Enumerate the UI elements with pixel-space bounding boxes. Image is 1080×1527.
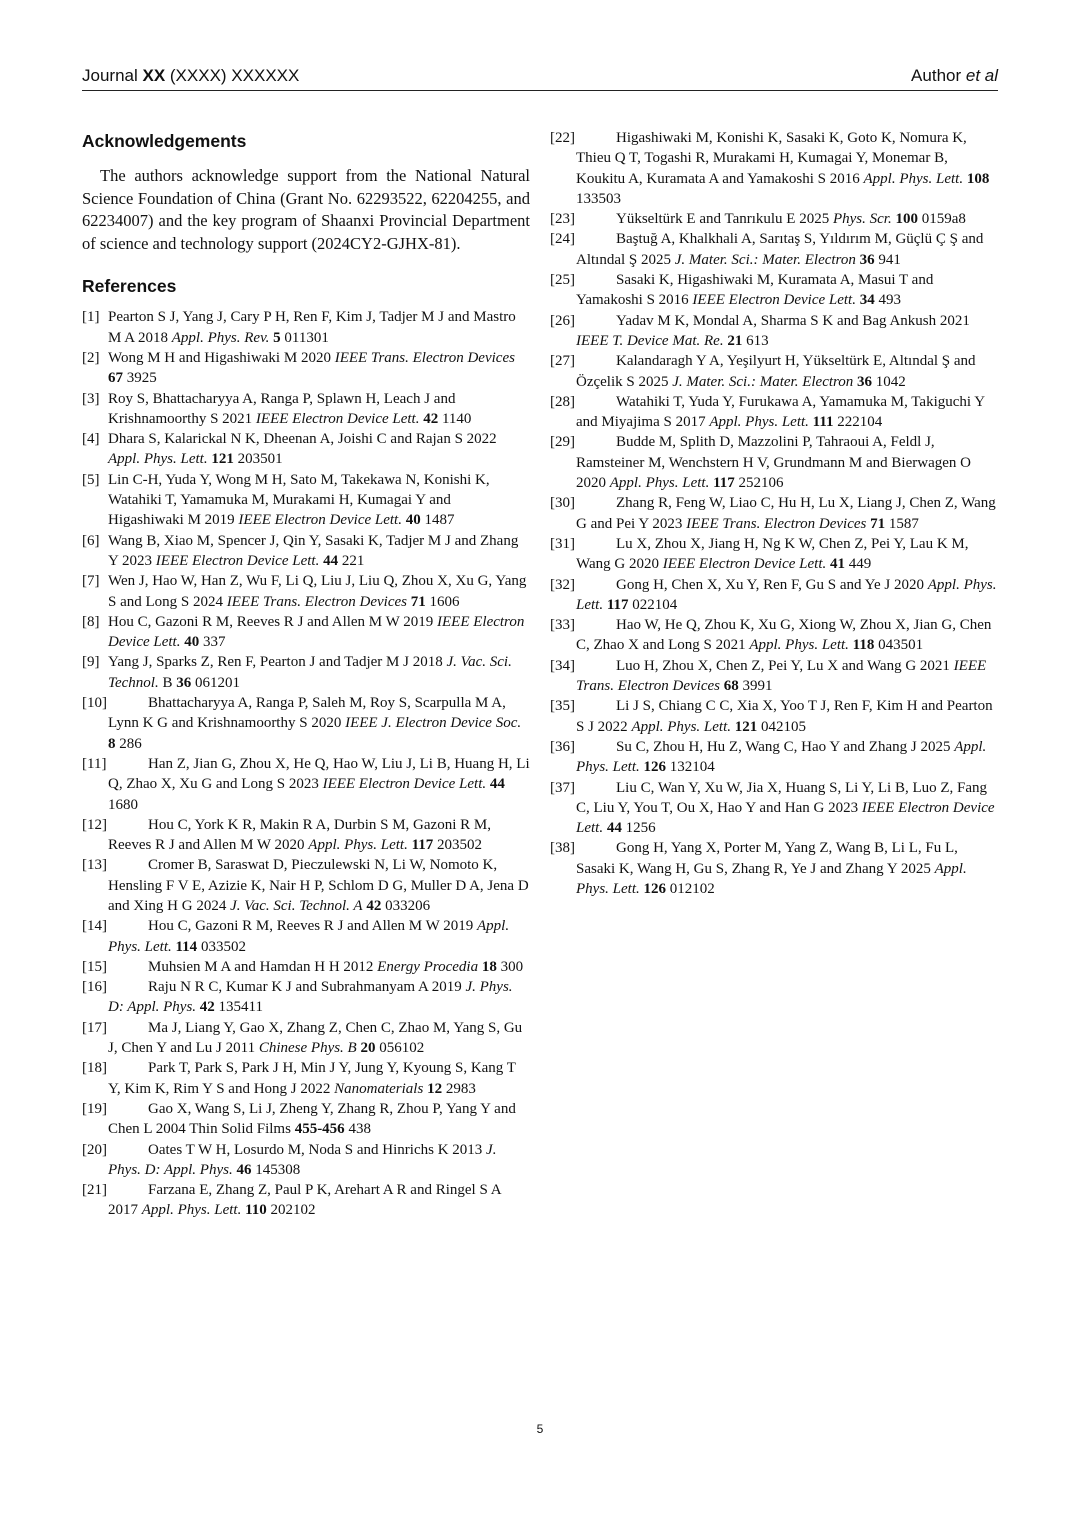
- reference-authors: Oates T W H, Losurdo M, Noda S and Hinrichs K 2013: [148, 1141, 487, 1158]
- left-column: [82, 128, 530, 1221]
- reference-volume: 34: [859, 292, 875, 309]
- reference-item: [82, 916, 530, 957]
- reference-journal: Phys. Scr.: [832, 211, 892, 228]
- reference-authors: Higashiwaki M, Konishi K, Sasaki K, Goto K, Nomura K, Thieu Q T, Togashi R, Murakami H, Kumagai Y, Monemar B, Koukitu A, Kuramata A and Yamakoshi S 2016: [576, 130, 967, 187]
- reference-journal: Appl. Phys. Lett.: [609, 475, 710, 492]
- reference-journal: J. Vac. Sci. Technol.: [108, 654, 512, 691]
- reference-item: [82, 754, 530, 815]
- reference-volume: 44: [489, 776, 505, 793]
- reference-item: [550, 575, 998, 616]
- reference-number: [2]: [82, 349, 100, 366]
- reference-journal: J. Mater. Sci.: Mater. Electron: [674, 251, 856, 268]
- reference-authors: Farzana E, Zhang Z, Paul P K, Arehart A R and Ringel S A 2017: [108, 1182, 501, 1219]
- reference-journal: Appl. Phys. Lett.: [631, 718, 732, 735]
- reference-number: [4]: [82, 431, 100, 448]
- reference-item: [550, 838, 998, 899]
- reference-item: [82, 855, 530, 916]
- reference-number: [29]: [550, 434, 575, 451]
- reference-item: [550, 493, 998, 534]
- reference-pages: 042105: [761, 718, 807, 735]
- reference-item: [550, 534, 998, 575]
- reference-volume: 111: [812, 414, 834, 431]
- reference-number: [24]: [550, 231, 575, 248]
- reference-number: [34]: [550, 657, 575, 674]
- reference-authors: Su C, Zhou H, Hu Z, Wang C, Hao Y and Zhang J 2025: [616, 738, 955, 755]
- reference-journal: J. Phys. D: Appl. Phys.: [108, 1141, 497, 1178]
- reference-journal: IEEE Electron Device Lett.: [108, 613, 525, 651]
- reference-pages: 043501: [878, 637, 924, 654]
- reference-number: [14]: [82, 918, 107, 935]
- reference-journal: IEEE Trans. Electron Devices: [226, 593, 407, 610]
- reference-pages: 222104: [837, 414, 883, 431]
- reference-volume: 121: [734, 718, 758, 735]
- reference-item: [82, 307, 530, 348]
- reference-journal: IEEE Trans. Electron Devices: [334, 349, 515, 366]
- reference-authors: Wang B, Xiao M, Spencer J, Qin Y, Sasaki K, Tadjer M J and Zhang Y 2023: [108, 532, 519, 569]
- reference-pages: 061201: [194, 674, 240, 691]
- reference-pages: 133503: [576, 190, 621, 207]
- reference-authors: Bhattacharyya A, Ranga P, Saleh M, Roy S, Scarpulla M A, Lynn K G and Krishnamoorthy S 2020: [108, 695, 506, 732]
- reference-volume: 36: [859, 251, 875, 268]
- reference-item: [82, 1140, 530, 1181]
- reference-authors: Hou C, York K R, Makin R A, Durbin S M, Gazoni R M, Reeves R J and Allen M W 2020: [108, 816, 491, 854]
- reference-number: [26]: [550, 312, 575, 329]
- reference-journal: IEEE Electron Device Lett.: [692, 292, 856, 309]
- reference-number: [11]: [82, 755, 107, 772]
- reference-pages: 132104: [669, 759, 715, 776]
- reference-volume: 36: [857, 373, 873, 390]
- reference-authors: Ma J, Liang Y, Gao X, Zhang Z, Chen C, Zhao M, Yang S, Gu J, Chen Y and Lu J 2011: [108, 1019, 523, 1057]
- reference-pages: 1606: [429, 593, 460, 610]
- reference-pages: 613: [746, 332, 769, 349]
- reference-authors: Sasaki K, Higashiwaki M, Kuramata A, Masui T and Yamakoshi S 2016: [576, 272, 934, 309]
- reference-number: [35]: [550, 698, 575, 715]
- reference-volume: 21: [727, 332, 743, 349]
- reference-journal: Chinese Phys. B: [258, 1040, 357, 1057]
- reference-authors: Cromer B, Saraswat D, Pieczulewski N, Li W, Nomoto K, Hensling F V E, Azizie K, Nair H P, Schlom D G, Muller D A, Jena D and Xing H G 2024: [108, 857, 529, 914]
- reference-journal: Appl. Phys. Lett.: [108, 451, 208, 468]
- reference-pages: 203501: [237, 451, 283, 468]
- right-column: [550, 128, 998, 899]
- reference-pages: 022104: [632, 596, 678, 613]
- reference-item: [82, 1058, 530, 1099]
- reference-volume: 20: [360, 1040, 376, 1057]
- reference-authors: Luo H, Zhou X, Chen Z, Pei Y, Lu X and Wang G 2021: [616, 657, 954, 674]
- reference-authors: Park T, Park S, Park J H, Min J Y, Jung Y, Kyoung S, Kang T Y, Kim K, Rim Y S and Hong J 2022: [108, 1060, 516, 1097]
- reference-volume: 5: [273, 329, 281, 346]
- reference-authors: Pearton S J, Yang J, Cary P H, Ren F, Kim J, Tadjer M J and Mastro M A 2018: [108, 309, 516, 346]
- reference-pages: 203502: [437, 837, 483, 854]
- reference-item: [82, 977, 530, 1018]
- reference-volume: 41: [830, 556, 845, 573]
- reference-authors: Roy S, Bhattacharyya A, Ranga P, Splawn H, Leach J and Krishnamoorthy S 2021: [108, 390, 456, 427]
- reference-volume: 42: [199, 999, 215, 1016]
- reference-pages: 2983: [445, 1080, 476, 1097]
- reference-authors: Dhara S, Kalarickal N K, Dheenan A, Joishi C and Rajan S 2022: [108, 431, 497, 448]
- reference-number: [27]: [550, 353, 575, 370]
- reference-number: [25]: [550, 272, 575, 289]
- reference-volume: 67: [108, 370, 123, 387]
- reference-journal: IEEE Electron Device Lett.: [238, 512, 402, 529]
- reference-authors: Li J S, Chiang C C, Xia X, Yoo T J, Ren F, Kim H and Pearton S J 2022: [576, 698, 993, 735]
- reference-volume: 68: [723, 678, 739, 695]
- reference-journal: IEEE T. Device Mat. Re.: [576, 332, 724, 349]
- reference-journal: IEEE Electron Device Lett.: [576, 799, 995, 837]
- reference-journal: Appl. Phys. Lett.: [108, 918, 510, 955]
- reference-journal: Appl. Phys. Lett.: [576, 738, 987, 776]
- reference-volume: 114: [175, 938, 198, 955]
- reference-item: [550, 656, 998, 697]
- reference-item: [550, 128, 998, 209]
- running-header: [82, 64, 998, 91]
- reference-item: [82, 429, 530, 470]
- reference-journal: Appl. Phys. Lett.: [308, 837, 408, 854]
- reference-item: [550, 311, 998, 352]
- reference-journal: Appl. Phys. Lett.: [863, 170, 964, 187]
- reference-pages: 337: [202, 634, 226, 651]
- reference-journal: IEEE Electron Device Lett.: [662, 556, 827, 573]
- reference-pages: 1140: [441, 410, 472, 427]
- reference-journal: IEEE Electron Device Lett.: [322, 776, 487, 793]
- reference-volume: 126: [643, 880, 666, 897]
- reference-number: [20]: [82, 1141, 107, 1158]
- reference-pages: 252106: [738, 475, 784, 492]
- reference-volume: 40: [184, 634, 200, 651]
- reference-pages: 033502: [200, 938, 246, 955]
- reference-pages: 3991: [742, 678, 773, 695]
- reference-pages: 135411: [218, 999, 263, 1016]
- reference-pages: 0159a8: [921, 211, 966, 228]
- reference-journal: IEEE J. Electron Device Soc.: [345, 715, 522, 732]
- reference-volume: 71: [410, 593, 426, 610]
- reference-number: [6]: [82, 532, 100, 549]
- reference-pages: 493: [878, 292, 901, 309]
- reference-series: B: [158, 674, 173, 691]
- reference-number: [21]: [82, 1182, 107, 1199]
- journal-suffix: (XXXX) XXXXXX: [165, 66, 300, 85]
- reference-volume: 42: [366, 897, 382, 914]
- reference-item: [550, 615, 998, 656]
- reference-journal: Nanomaterials: [334, 1080, 424, 1097]
- reference-number: [31]: [550, 535, 575, 552]
- reference-journal: IEEE Electron Device Lett.: [155, 552, 320, 569]
- reference-pages: 033206: [385, 897, 431, 914]
- reference-pages: 202102: [270, 1202, 316, 1219]
- reference-item: [550, 351, 998, 392]
- reference-pages: 221: [341, 552, 365, 569]
- reference-item: [82, 815, 530, 856]
- reference-number: [13]: [82, 857, 107, 874]
- journal-prefix: Journal: [82, 66, 143, 85]
- reference-item: [82, 1180, 530, 1221]
- reference-pages: 1487: [424, 512, 455, 529]
- reference-item: [82, 348, 530, 389]
- reference-number: [16]: [82, 979, 107, 996]
- reference-journal: J. Vac. Sci. Technol. A: [230, 897, 363, 914]
- page-number: 5: [536, 1422, 544, 1436]
- reference-authors: Kalandaragh Y A, Yeşilyurt H, Yükseltürk E, Altındal Ş and Özçelik S 2025: [576, 353, 976, 390]
- reference-number: [17]: [82, 1019, 107, 1036]
- author-text: Author: [911, 66, 966, 85]
- reference-number: [37]: [550, 779, 575, 796]
- reference-number: [12]: [82, 816, 107, 833]
- reference-volume: 455-456: [294, 1121, 345, 1138]
- reference-number: [1]: [82, 309, 100, 326]
- journal-citation: [82, 66, 299, 86]
- reference-number: [23]: [550, 211, 575, 228]
- reference-journal: Appl. Phys. Lett.: [576, 576, 997, 613]
- reference-number: [38]: [550, 840, 575, 857]
- reference-pages: 1587: [888, 515, 919, 532]
- reference-item: [82, 652, 530, 693]
- reference-item: [550, 696, 998, 737]
- reference-number: [5]: [82, 471, 100, 488]
- reference-journal: J. Mater. Sci.: Mater. Electron: [672, 373, 854, 390]
- reference-volume: 118: [852, 637, 875, 654]
- reference-number: [30]: [550, 495, 575, 512]
- reference-authors: Wen J, Hao W, Han Z, Wu F, Li Q, Liu J, Liu Q, Zhou X, Xu G, Yang S and Long S 2024: [108, 573, 527, 610]
- references-heading: References: [82, 276, 177, 297]
- reference-authors: Yadav M K, Mondal A, Sharma S K and Bag Ankush 2021: [616, 312, 970, 329]
- reference-item: [82, 1099, 530, 1140]
- reference-pages: 449: [848, 556, 872, 573]
- reference-journal: Appl. Phys. Rev.: [171, 329, 270, 346]
- reference-journal: Appl. Phys. Lett.: [709, 414, 809, 431]
- reference-pages: 438: [348, 1121, 371, 1138]
- reference-authors: Liu C, Wan Y, Xu W, Jia X, Huang S, Li Y, Li B, Luo Z, Fang C, Liu Y, You T, Ou X, Hao Y and Han G 2023: [576, 779, 988, 816]
- reference-volume: 117: [713, 475, 735, 492]
- reference-volume: 40: [405, 512, 421, 529]
- reference-journal: IEEE Trans. Electron Devices: [576, 657, 987, 695]
- reference-item: [550, 209, 998, 229]
- reference-volume: 36: [176, 674, 192, 691]
- reference-pages: 3925: [126, 370, 157, 387]
- reference-number: [36]: [550, 738, 575, 755]
- reference-number: [28]: [550, 393, 575, 410]
- acknowledgements-heading: Acknowledgements: [82, 131, 247, 151]
- reference-volume: 8: [108, 735, 116, 752]
- reference-item: [82, 1018, 530, 1059]
- reference-pages: 300: [500, 958, 524, 975]
- reference-item: [550, 229, 998, 270]
- reference-volume: 121: [211, 451, 234, 468]
- reference-volume: 110: [245, 1202, 267, 1219]
- reference-authors: Hou C, Gazoni R M, Reeves R J and Allen M W 2019: [108, 613, 438, 630]
- reference-number: [7]: [82, 573, 100, 590]
- reference-item: [82, 612, 530, 653]
- reference-pages: 1680: [108, 796, 138, 813]
- reference-volume: 44: [323, 552, 339, 569]
- reference-volume: 117: [411, 837, 434, 854]
- reference-pages: 011301: [284, 329, 329, 346]
- reference-authors: Watahiki T, Yuda Y, Furukawa A, Yamamuka M, Takiguchi Y and Miyajima S 2017: [576, 393, 985, 431]
- reference-pages: 012102: [669, 880, 715, 897]
- reference-pages: 1256: [625, 820, 656, 837]
- reference-volume: 44: [606, 820, 622, 837]
- reference-authors: Baştuğ A, Khalkhali A, Sarıtaş S, Yıldırım M, Güçlü Ç Ş and Altındal Ş 2025: [576, 231, 984, 268]
- reference-authors: Zhang R, Feng W, Liao C, Hu H, Lu X, Liang J, Chen Z, Wang G and Pei Y 2023: [576, 495, 996, 532]
- reference-number: [8]: [82, 613, 100, 630]
- reference-number: [33]: [550, 617, 575, 634]
- reference-authors: Hao W, He Q, Zhou K, Xu G, Xiong W, Zhou X, Jian G, Chen C, Zhao X and Long S 2021: [576, 617, 992, 654]
- acknowledgements-text: The authors acknowledge support from the National Natural Science Foundation of China (Grant No. 62293522, 62204255, and 62234007) and the key program of Shaanxi Provincial Department of science and technology support (2024CY2-GJHX-81).: [82, 166, 530, 253]
- reference-number: [19]: [82, 1100, 107, 1117]
- reference-item: [550, 392, 998, 433]
- reference-number: [10]: [82, 695, 107, 712]
- reference-pages: 145308: [255, 1161, 301, 1178]
- reference-journal: Appl. Phys. Lett.: [141, 1202, 242, 1219]
- reference-authors: Gao X, Wang S, Li J, Zheng Y, Zhang R, Zhou P, Yang Y and Chen L 2004 Thin Solid Films: [108, 1100, 516, 1138]
- reference-volume: 108: [966, 170, 990, 187]
- reference-journal: Appl. Phys. Lett.: [749, 637, 849, 654]
- reference-authors: Raju N R C, Kumar K J and Subrahmanyam A 2019: [148, 979, 466, 996]
- reference-number: [15]: [82, 958, 107, 975]
- reference-volume: 12: [427, 1080, 443, 1097]
- reference-item: [82, 957, 530, 977]
- reference-number: [32]: [550, 576, 575, 593]
- reference-authors: Gong H, Yang X, Porter M, Yang Z, Wang B, Li L, Fu L, Sasaki K, Wang H, Gu S, Zhang R, Ye J and Zhang Y 2025: [576, 840, 958, 877]
- reference-pages: 1042: [875, 373, 906, 390]
- reference-volume: 42: [423, 410, 439, 427]
- author-label: [911, 66, 998, 86]
- reference-authors: Budde M, Splith D, Mazzolini P, Tahraoui A, Feldl J, Ramsteiner M, Wenchstern H V, Grundmann M and Bierwagen O 2020: [576, 434, 971, 492]
- reference-pages: 941: [878, 251, 901, 268]
- reference-pages: 056102: [379, 1040, 425, 1057]
- reference-journal: IEEE Trans. Electron Devices: [686, 515, 867, 532]
- reference-journal: Appl. Phys. Lett.: [576, 860, 967, 897]
- reference-volume: 117: [606, 596, 629, 613]
- reference-item: [82, 571, 530, 612]
- reference-authors: Wong M H and Higashiwaki M 2020: [108, 349, 335, 366]
- reference-number: [3]: [82, 390, 100, 407]
- reference-item: [550, 432, 998, 493]
- reference-volume: 100: [895, 211, 918, 228]
- reference-item: [550, 737, 998, 778]
- author-etal: et al: [965, 66, 998, 85]
- reference-authors: Gong H, Chen X, Xu Y, Ren F, Gu S and Ye J 2020: [616, 576, 928, 593]
- reference-number: [18]: [82, 1060, 107, 1077]
- reference-item: [82, 389, 530, 430]
- reference-number: [22]: [550, 130, 575, 146]
- reference-item: [550, 778, 998, 839]
- reference-item: [82, 470, 530, 531]
- reference-authors: Lu X, Zhou X, Jiang H, Ng K W, Chen Z, Pei Y, Lau K M, Wang G 2020: [576, 535, 969, 573]
- reference-item: [82, 531, 530, 572]
- reference-authors: Han Z, Jian G, Zhou X, He Q, Hao W, Liu J, Li B, Huang H, Li Q, Zhao X, Xu G and Long S 2023: [108, 755, 530, 793]
- reference-volume: 126: [643, 759, 666, 776]
- reference-volume: 46: [236, 1161, 252, 1178]
- reference-item: [550, 270, 998, 311]
- reference-journal: J. Phys. D: Appl. Phys.: [108, 979, 513, 1016]
- reference-number: [9]: [82, 654, 100, 671]
- reference-authors: Yükseltürk E and Tanrıkulu E 2025: [616, 211, 833, 228]
- reference-volume: 71: [870, 515, 886, 532]
- reference-journal: IEEE Electron Device Lett.: [255, 410, 420, 427]
- journal-volume: XX: [142, 66, 166, 85]
- reference-journal: Energy Procedia: [377, 958, 479, 975]
- reference-volume: 18: [481, 958, 497, 975]
- reference-item: [82, 693, 530, 754]
- reference-authors: Yang J, Sparks Z, Ren F, Pearton J and Tadjer M J 2018: [108, 654, 447, 671]
- reference-authors: Hou C, Gazoni R M, Reeves R J and Allen M W 2019: [148, 918, 478, 935]
- reference-authors: Muhsien M A and Hamdan H H 2012: [148, 958, 378, 975]
- reference-authors: Lin C-H, Yuda Y, Wong M H, Sato M, Takekawa N, Konishi K, Watahiki T, Yamamuka M, Murakami H, Kumagai Y and Higashiwaki M 2019: [108, 471, 490, 529]
- reference-pages: 286: [119, 735, 142, 752]
